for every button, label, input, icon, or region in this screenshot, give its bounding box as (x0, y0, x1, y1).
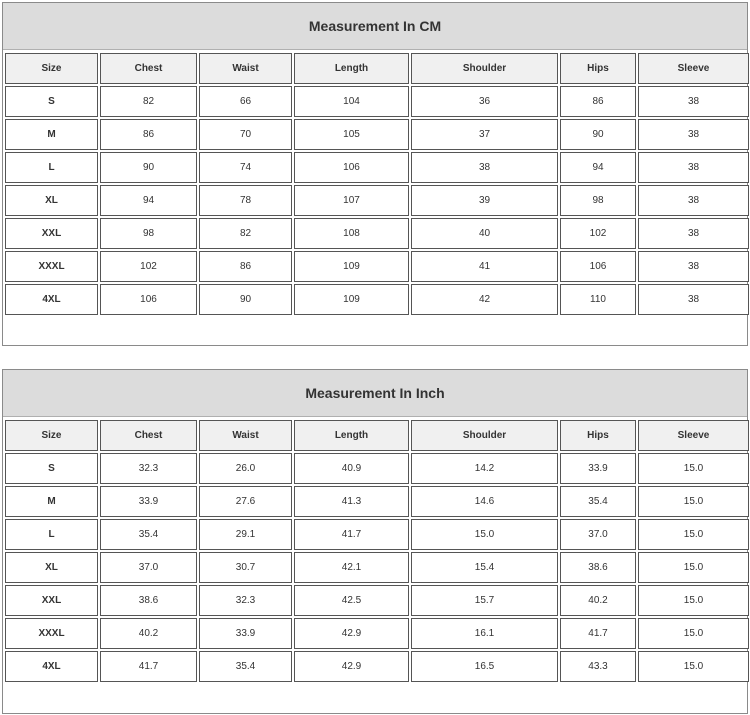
measurement-cell: 66 (199, 86, 292, 117)
measurement-cell: 41.3 (294, 486, 409, 517)
table-row (5, 486, 749, 517)
measurement-cell: 40.2 (100, 618, 197, 649)
measurement-cell: 106 (560, 251, 636, 282)
measurement-cell: 78 (199, 185, 292, 216)
measurement-cell: 106 (294, 152, 409, 183)
measurement-cell: 38 (638, 218, 749, 249)
measurement-cell: 38.6 (560, 552, 636, 583)
table-row (5, 185, 749, 216)
measurement-cell: 90 (199, 284, 292, 315)
measurement-cell: 36 (411, 86, 558, 117)
table-row (5, 284, 749, 315)
size-table-inch (3, 418, 750, 684)
size-cell: S (5, 453, 98, 484)
column-header-shoulder: Shoulder (411, 53, 558, 84)
measurement-cell: 39 (411, 185, 558, 216)
cm-measurement-table (2, 2, 748, 346)
table-row (5, 119, 749, 150)
inch-measurement-table (2, 369, 748, 714)
table-row (5, 218, 749, 249)
measurement-cell: 41.7 (560, 618, 636, 649)
column-header-hips: Hips (560, 420, 636, 451)
measurement-cell: 29.1 (199, 519, 292, 550)
measurement-cell: 38 (638, 152, 749, 183)
measurement-cell: 42 (411, 284, 558, 315)
measurement-cell: 38 (638, 251, 749, 282)
column-header-length: Length (294, 420, 409, 451)
measurement-cell: 15.0 (638, 585, 749, 616)
size-cell: XXXL (5, 251, 98, 282)
table-row (5, 552, 749, 583)
table-row (5, 453, 749, 484)
size-cell: XXL (5, 218, 98, 249)
measurement-cell: 41 (411, 251, 558, 282)
measurement-cell: 43.3 (560, 651, 636, 682)
measurement-cell: 74 (199, 152, 292, 183)
measurement-cell: 106 (100, 284, 197, 315)
measurement-cell: 42.9 (294, 618, 409, 649)
measurement-cell: 38 (638, 86, 749, 117)
measurement-cell: 16.5 (411, 651, 558, 682)
measurement-cell: 40 (411, 218, 558, 249)
measurement-cell: 35.4 (560, 486, 636, 517)
size-cell: L (5, 519, 98, 550)
column-header-sleeve: Sleeve (638, 420, 749, 451)
table-row (5, 86, 749, 117)
size-cell: XL (5, 552, 98, 583)
measurement-cell: 82 (199, 218, 292, 249)
table-title: Measurement In Inch (3, 370, 747, 417)
measurement-cell: 38 (638, 284, 749, 315)
measurement-cell: 98 (560, 185, 636, 216)
measurement-cell: 27.6 (199, 486, 292, 517)
measurement-cell: 30.7 (199, 552, 292, 583)
measurement-cell: 15.0 (638, 552, 749, 583)
measurement-cell: 109 (294, 251, 409, 282)
column-header-waist: Waist (199, 53, 292, 84)
measurement-cell: 42.9 (294, 651, 409, 682)
column-header-size: Size (5, 420, 98, 451)
measurement-cell: 15.0 (638, 618, 749, 649)
measurement-cell: 15.0 (638, 486, 749, 517)
header-row (5, 53, 749, 84)
size-cell: XXXL (5, 618, 98, 649)
size-table-cm (3, 51, 750, 317)
measurement-cell: 33.9 (100, 486, 197, 517)
header-row (5, 420, 749, 451)
measurement-cell: 33.9 (560, 453, 636, 484)
size-cell: M (5, 486, 98, 517)
column-header-length: Length (294, 53, 409, 84)
size-cell: 4XL (5, 651, 98, 682)
size-cell: XL (5, 185, 98, 216)
measurement-cell: 15.0 (638, 453, 749, 484)
measurement-cell: 40.9 (294, 453, 409, 484)
column-header-waist: Waist (199, 420, 292, 451)
measurement-cell: 42.1 (294, 552, 409, 583)
measurement-cell: 15.0 (411, 519, 558, 550)
measurement-cell: 86 (560, 86, 636, 117)
measurement-cell: 86 (199, 251, 292, 282)
measurement-cell: 37.0 (560, 519, 636, 550)
size-cell: 4XL (5, 284, 98, 315)
column-header-chest: Chest (100, 420, 197, 451)
measurement-cell: 104 (294, 86, 409, 117)
measurement-cell: 15.0 (638, 519, 749, 550)
measurement-cell: 33.9 (199, 618, 292, 649)
size-cell: M (5, 119, 98, 150)
measurement-cell: 90 (560, 119, 636, 150)
measurement-cell: 35.4 (199, 651, 292, 682)
measurement-cell: 37.0 (100, 552, 197, 583)
measurement-cell: 107 (294, 185, 409, 216)
column-header-hips: Hips (560, 53, 636, 84)
table-row (5, 651, 749, 682)
measurement-cell: 108 (294, 218, 409, 249)
measurement-cell: 15.7 (411, 585, 558, 616)
measurement-cell: 109 (294, 284, 409, 315)
table-row (5, 618, 749, 649)
column-header-chest: Chest (100, 53, 197, 84)
column-header-shoulder: Shoulder (411, 420, 558, 451)
measurement-cell: 32.3 (199, 585, 292, 616)
column-header-size: Size (5, 53, 98, 84)
measurement-cell: 38 (638, 119, 749, 150)
measurement-cell: 102 (560, 218, 636, 249)
measurement-cell: 105 (294, 119, 409, 150)
size-cell: S (5, 86, 98, 117)
measurement-cell: 38.6 (100, 585, 197, 616)
table-title: Measurement In CM (3, 3, 747, 50)
measurement-cell: 94 (100, 185, 197, 216)
size-cell: XXL (5, 585, 98, 616)
table-row (5, 585, 749, 616)
measurement-cell: 26.0 (199, 453, 292, 484)
measurement-cell: 14.6 (411, 486, 558, 517)
measurement-cell: 94 (560, 152, 636, 183)
measurement-cell: 41.7 (100, 651, 197, 682)
measurement-cell: 41.7 (294, 519, 409, 550)
column-header-sleeve: Sleeve (638, 53, 749, 84)
measurement-cell: 35.4 (100, 519, 197, 550)
measurement-cell: 82 (100, 86, 197, 117)
measurement-cell: 98 (100, 218, 197, 249)
measurement-cell: 42.5 (294, 585, 409, 616)
measurement-cell: 102 (100, 251, 197, 282)
table-row (5, 152, 749, 183)
size-cell: L (5, 152, 98, 183)
measurement-cell: 15.4 (411, 552, 558, 583)
measurement-cell: 37 (411, 119, 558, 150)
measurement-cell: 90 (100, 152, 197, 183)
table-row (5, 251, 749, 282)
measurement-cell: 14.2 (411, 453, 558, 484)
measurement-cell: 32.3 (100, 453, 197, 484)
measurement-cell: 110 (560, 284, 636, 315)
measurement-cell: 38 (411, 152, 558, 183)
measurement-cell: 16.1 (411, 618, 558, 649)
measurement-cell: 70 (199, 119, 292, 150)
measurement-cell: 15.0 (638, 651, 749, 682)
measurement-cell: 86 (100, 119, 197, 150)
table-row (5, 519, 749, 550)
measurement-cell: 38 (638, 185, 749, 216)
measurement-cell: 40.2 (560, 585, 636, 616)
